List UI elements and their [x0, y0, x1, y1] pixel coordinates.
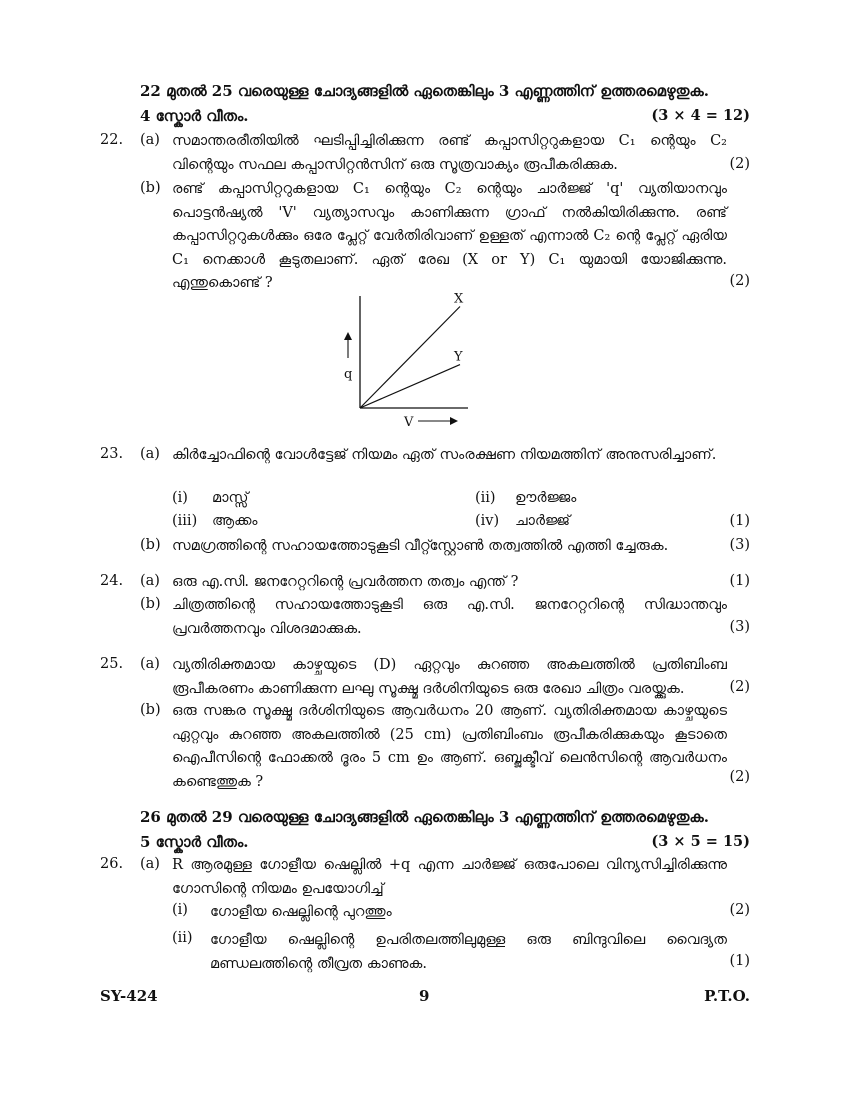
q23b-marks: (3) [729, 537, 750, 553]
q25b-marks: (2) [729, 769, 750, 785]
q23-option-roman: (i) [172, 490, 188, 506]
q24a-marks: (1) [729, 573, 750, 589]
q26a-text: R ആരമുള്ള ഗോളീയ ഷെല്ലിൽ +q എന്ന ചാർജ്ജ് ഒരുപോലെ വിന്യസിച്ചിരിക്കുന്നു ഗോസിന്റെ നിയമം ഉപയോഗിച്ച് [172, 857, 727, 897]
q23-option-text: ചാർജ്ജ് [515, 513, 571, 529]
q26-sub-text: ഗോളീയ ഷെല്ലിന്റെ പുറത്തും [210, 904, 392, 920]
q23a-text: കിർച്ചോഫിന്റെ വോൾട്ടേജ് നിയമം ഏത് സംരക്ഷണ നിയമത്തിന് അനുസരിച്ചാണ്. [172, 447, 717, 463]
section1-score: 4 സ്കോർ വീതം. [140, 107, 249, 125]
q23a-marks: (1) [729, 513, 750, 529]
series-line-y [360, 365, 460, 408]
q25b-text: ഒരു സങ്കര സൂക്ഷ്മ ദർശിനിയുടെ ആവർധനം 20 ആണ്. വ്യതിരിക്തമായ കാഴ്ചയുടെ ഏറ്റവും കുറഞ്ഞ അകലത്തിൽ (25 cm) പ്രതിബിംബം രൂപീകരിക്കുകയും കൂടാതെ ഐപീസിന്റെ ഫോക്കൽ ദൂരം 5 cm ഉം ആണ്. ഒബ്ജക്ടീവ് ലെൻസിന്റെ ആവർധനം കണ്ടെത്തുക ? [172, 703, 727, 790]
q22-number: 22. [100, 132, 124, 148]
q24b-marks: (3) [729, 619, 750, 635]
q23-option-text: ഊർജ്ജം [515, 490, 577, 506]
series-label-x: X [454, 292, 464, 307]
q24b-text: ചിത്രത്തിന്റെ സഹായത്തോടുകൂടി ഒരു എ.സി. ജനറേറ്ററിന്റെ സിദ്ധാന്തവും പ്രവർത്തനവും വിശദമാക്കുക. [172, 597, 727, 637]
q26-number: 26. [100, 856, 124, 872]
y-label-arrow-head [344, 332, 352, 340]
q26-sub-marks: (2) [729, 902, 750, 918]
q24-number: 24. [100, 573, 124, 589]
series-label-y: Y [454, 349, 463, 365]
q22b-text: രണ്ട് കപ്പാസിറ്ററുകളായ C₁ ന്റെയും C₂ ന്റെയും ചാർജ്ജ് 'q' വ്യതിയാനവും പൊട്ടൻഷ്യൽ 'V' വ്യത്യാസവും കാണിക്കുന്ന ഗ്രാഫ് നൽകിയിരിക്കുന്നു. രണ്ട് കപ്പാസിറ്ററുകൾക്കും ഒരേ പ്ലേറ്റ് വേർതിരിവാണ് ഉള്ളത് എന്നാൽ C₂ ന്റെ പ്ലേറ്റ് ഏരിയ C₁ നെക്കാൾ കൂടുതലാണ്. ഏത് രേഖ (X or Y) C₁ യുമായി യോജിക്കുന്നു. എന്തുകൊണ്ട് ? [172, 181, 727, 291]
y-axis-label: q [344, 367, 353, 382]
q23-option-text: മാസ്സ് [212, 490, 249, 506]
q25b-label: (b) [140, 702, 161, 718]
q24a-label: (a) [140, 573, 160, 589]
q22b-marks: (2) [729, 273, 750, 289]
series-line-x [360, 307, 460, 409]
q26-sub-marks: (1) [729, 953, 750, 969]
section2-instruction: 26 മുതൽ 29 വരെയുള്ള ചോദ്യങ്ങളിൽ ഏതെങ്കിലും 3 എണ്ണത്തിന് ഉത്തരമെഴുതുക. [140, 808, 709, 826]
q23-option-roman: (ii) [475, 490, 496, 506]
section1-instruction: 22 മുതൽ 25 വരെയുള്ള ചോദ്യങ്ങളിൽ ഏതെങ്കിലും 3 എണ്ണത്തിന് ഉത്തരമെഴുതുക. [140, 82, 709, 100]
q26-sub-text: ഗോളീയ ഷെല്ലിന്റെ ഉപരിതലത്തിലുമുള്ള ഒരു ബിന്ദുവിലെ വൈദ്യത മണ്ഡലത്തിന്റെ തീവ്രത കാണുക. [210, 932, 727, 972]
q26-sub-roman: (ii) [172, 930, 193, 946]
q26a-label: (a) [140, 856, 160, 872]
q22b-label: (b) [140, 180, 161, 196]
section1-total: (3 × 4 = 12) [651, 107, 750, 124]
q23-option-roman: (iii) [172, 513, 198, 529]
q25-number: 25. [100, 656, 124, 672]
paper-code: SY-424 [100, 987, 158, 1005]
q22a-label: (a) [140, 132, 160, 148]
q25a-marks: (2) [729, 679, 750, 695]
q23-number: 23. [100, 446, 124, 462]
section2-score: 5 സ്കോർ വീതം. [140, 833, 249, 851]
q26-sub-roman: (i) [172, 902, 188, 918]
q23b-text: സമഗ്രത്തിന്റെ സഹായത്തോടുകൂടി വീറ്റ്സ്റ്റോൺ തത്വത്തിൽ എത്തി ച്ചേരുക. [172, 538, 669, 554]
page-number: 9 [419, 987, 430, 1005]
q25a-text: വ്യതിരിക്തമായ കാഴ്ചയുടെ (D) ഏറ്റവും കുറഞ്ഞ അകലത്തിൽ പ്രതിബിംബ രൂപീകരണം കാണിക്കുന്ന ലഘു സൂക്ഷ്മ ദർശിനിയുടെ ഒരു രേഖാ ചിത്രം വരയ്ക്കുക. [172, 657, 727, 697]
x-label-arrow-head [450, 417, 458, 425]
q24b-label: (b) [140, 596, 161, 612]
pto-label: P.T.O. [704, 987, 750, 1005]
q25a-label: (a) [140, 656, 160, 672]
q24a-text: ഒരു എ.സി. ജനറേറ്ററിന്റെ പ്രവർത്തന തത്വം എന്ത് ? [172, 574, 519, 590]
q22a-marks: (2) [729, 156, 750, 172]
q23a-label: (a) [140, 446, 160, 462]
q22a-text: സമാന്തരരീതിയിൽ ഘടിപ്പിച്ചിരിക്കുന്ന രണ്ട് കപ്പാസിറ്ററുകളായ C₁ ന്റെയും C₂ വിന്റെയും സഫല കപ്പാസിറ്റൻസിന് ഒരു സൂത്രവാക്യം രൂപീകരിക്കുക. [172, 133, 727, 173]
q-v-graph [320, 292, 480, 432]
q23b-label: (b) [140, 537, 161, 553]
x-axis-label: V [404, 415, 414, 430]
q23-option-roman: (iv) [475, 513, 500, 529]
section2-total: (3 × 5 = 15) [651, 833, 750, 850]
q23-option-text: ആക്കം [212, 513, 258, 529]
